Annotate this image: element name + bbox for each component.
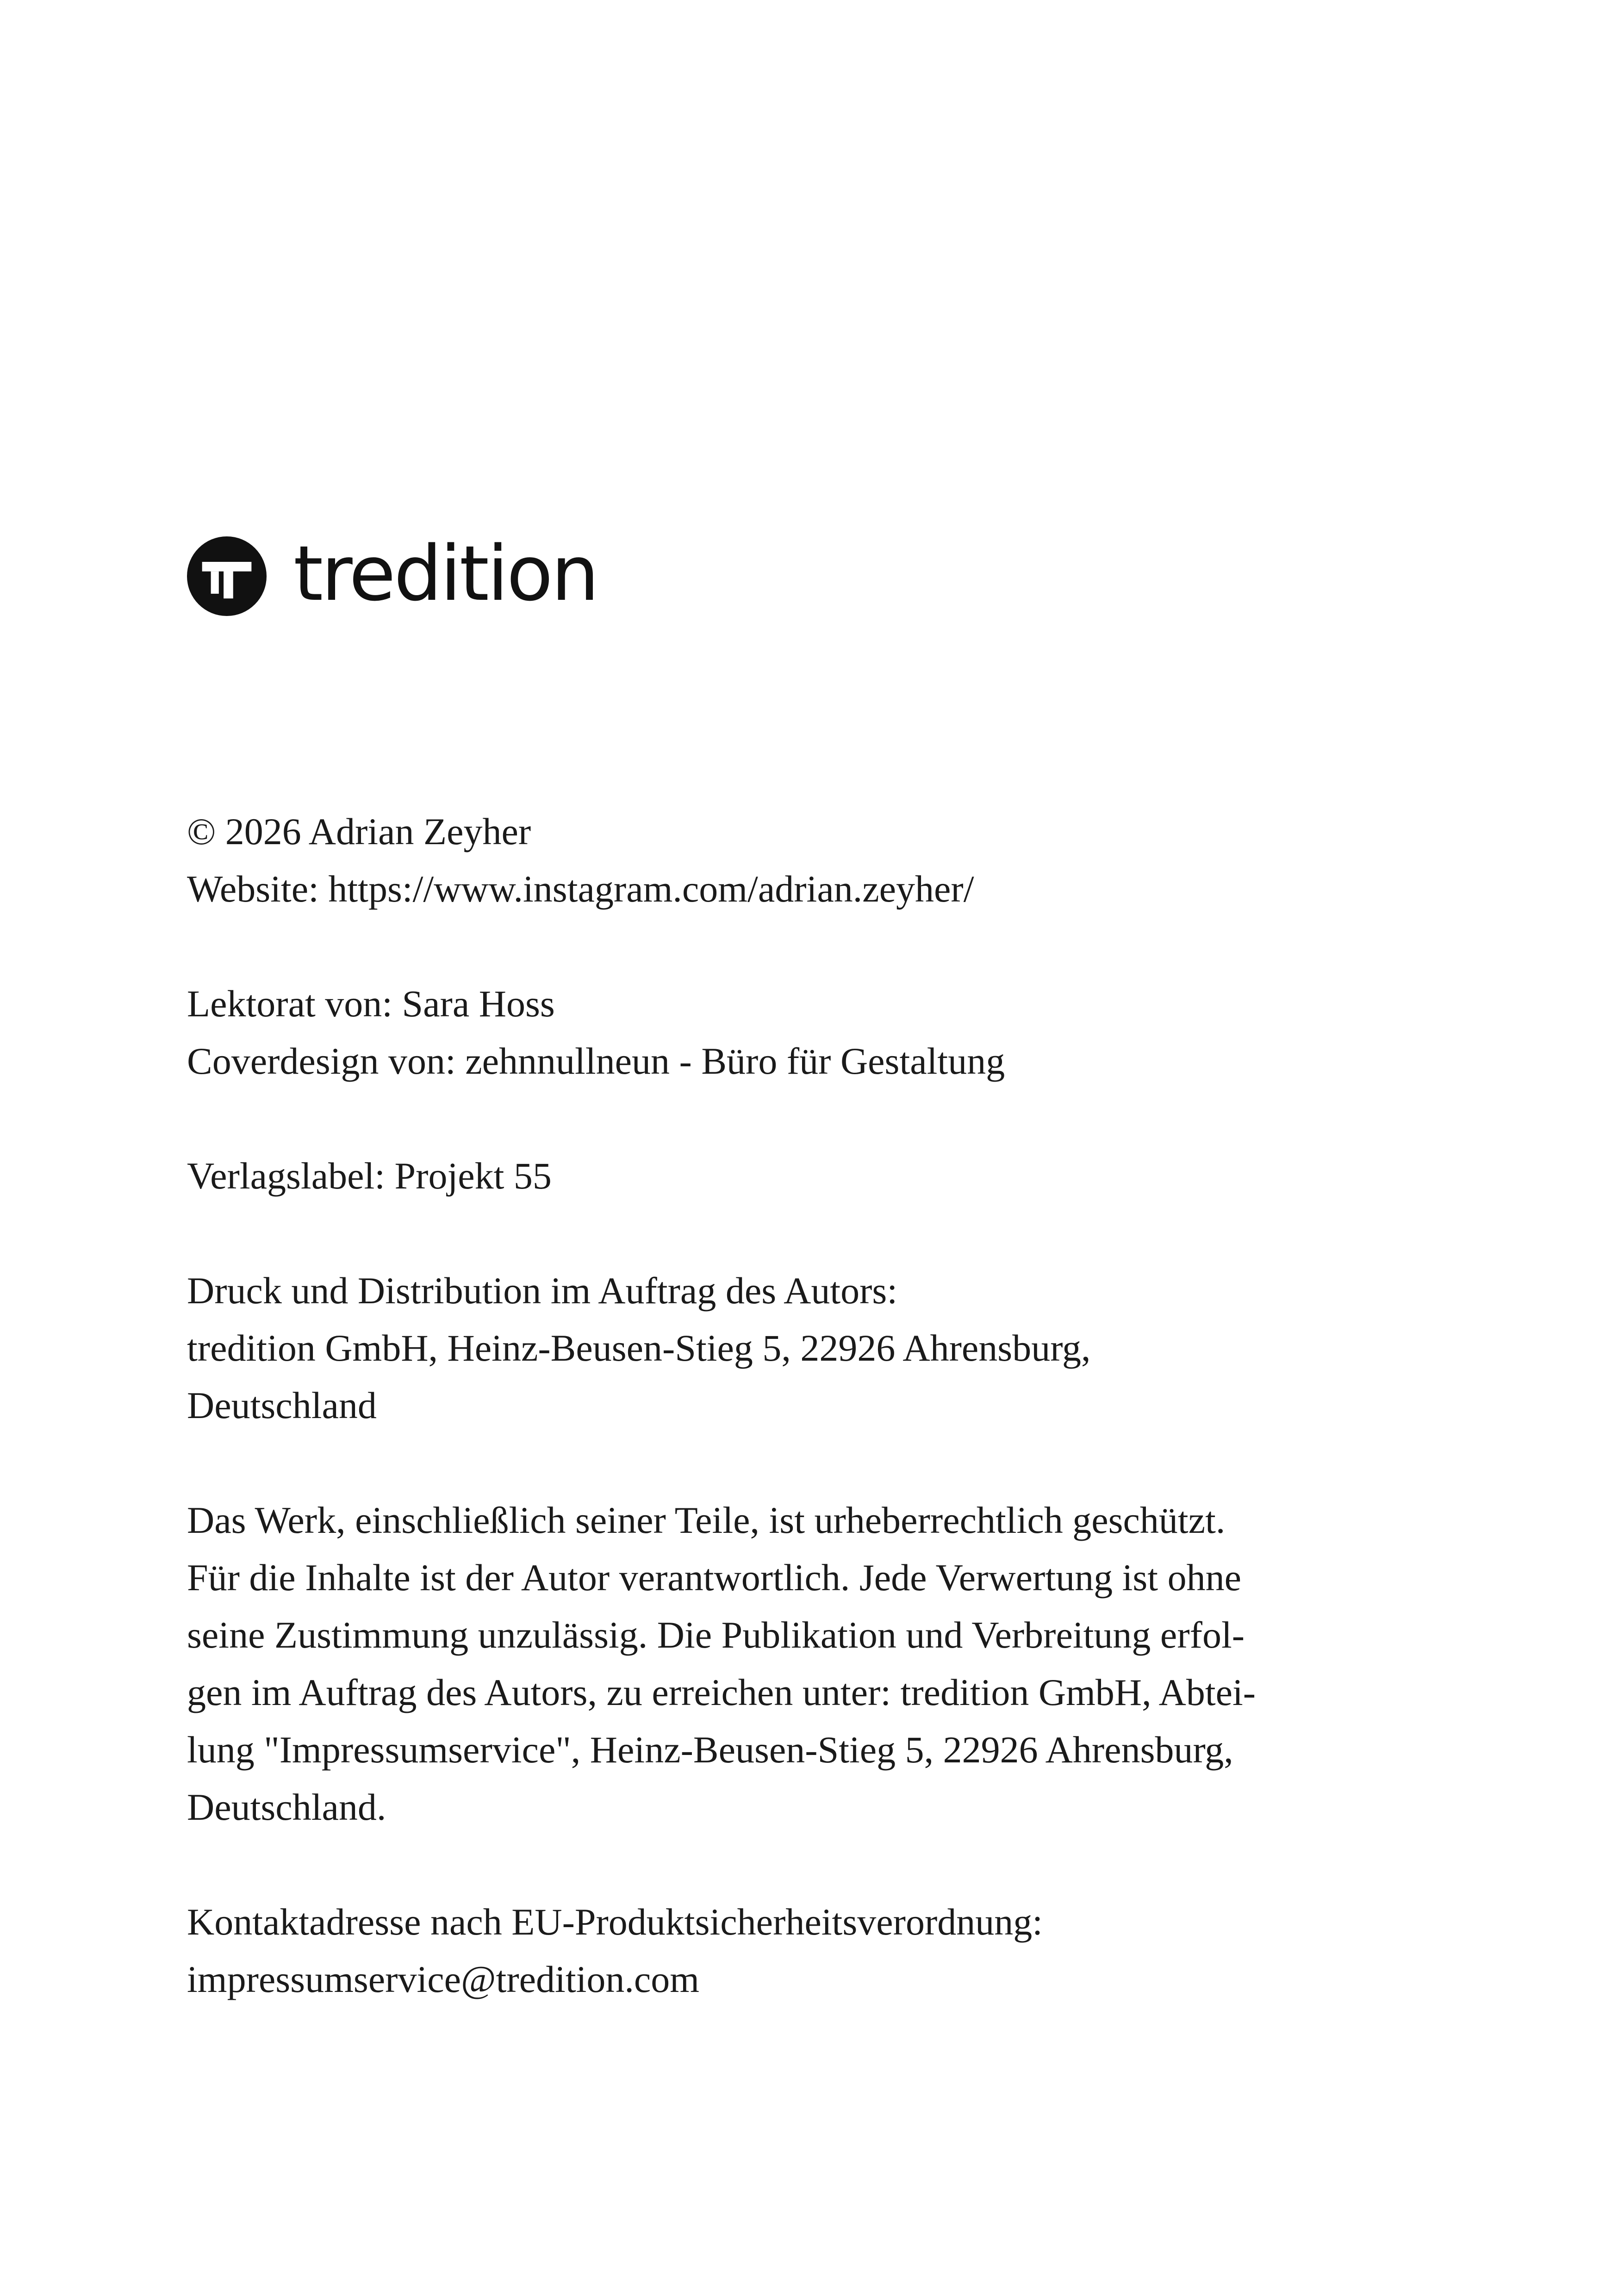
legal-line: lung "Impressumservice", Heinz-Beusen-Stieg 5, 22926 Ahrensburg, [187, 1729, 1233, 1771]
distribution-line: Deutschland [187, 1384, 377, 1426]
distribution-line: tredition GmbH, Heinz-Beusen-Stieg 5, 22926 Ahrensburg, [187, 1327, 1091, 1369]
legal-line: gen im Auftrag des Autors, zu erreichen unter: tredition GmbH, Abtei- [187, 1671, 1256, 1713]
publisher-label: Verlagslabel: Projekt 55 [187, 1155, 552, 1197]
distribution-line: Druck und Distribution im Auftrag des Autors: [187, 1269, 898, 1312]
contact-email: impressumservice@tredition.com [187, 1958, 700, 2000]
copyright-block [187, 803, 1446, 918]
tredition-logo-icon [187, 536, 267, 616]
credits-block [187, 975, 1446, 1090]
logo-wordmark: tredition [293, 529, 597, 618]
publisher-logo [187, 529, 597, 618]
legal-notice [187, 1492, 1446, 1836]
legal-line: Deutschland. [187, 1786, 386, 1828]
website-line: Website: https://www.instagram.com/adrian.zeyher/ [187, 868, 974, 910]
copyright-line: © 2026 Adrian Zeyher [187, 810, 531, 852]
contact-block [187, 1893, 1446, 2008]
contact-heading: Kontaktadresse nach EU-Produktsicherheitsverordnung: [187, 1901, 1043, 1943]
editing-credit: Lektorat von: Sara Hoss [187, 983, 555, 1025]
legal-line: seine Zustimmung unzulässig. Die Publikation und Verbreitung erfol- [187, 1614, 1245, 1656]
cover-design-credit: Coverdesign von: zehnnullneun - Büro für Gestaltung [187, 1040, 1005, 1082]
legal-line: Das Werk, einschließlich seiner Teile, ist urheberrechtlich geschützt. [187, 1499, 1226, 1541]
imprint-text [187, 803, 1446, 2008]
legal-line: Für die Inhalte ist der Autor verantwortlich. Jede Verwertung ist ohne [187, 1556, 1241, 1599]
distribution-block [187, 1262, 1446, 1434]
label-block [187, 1147, 1446, 1205]
